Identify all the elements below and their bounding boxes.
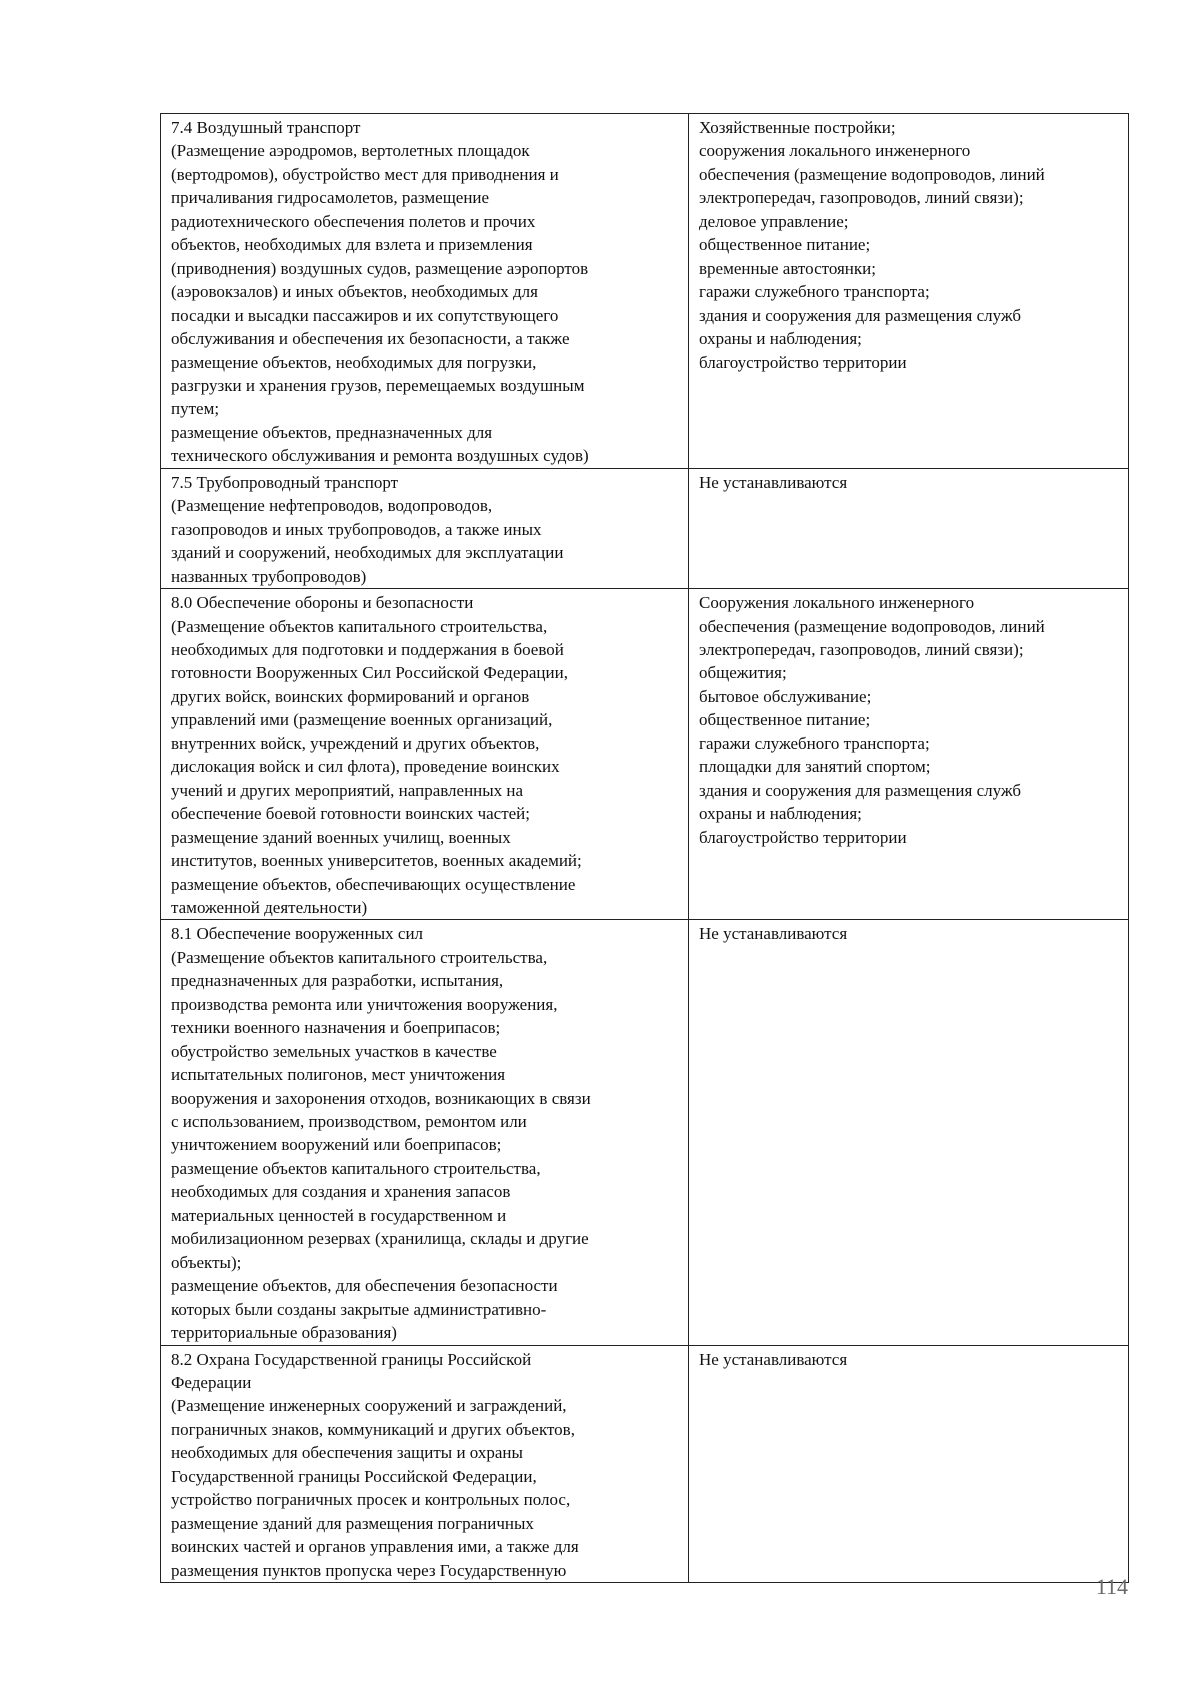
auxiliary-use-text-line: общественное питание; <box>699 710 871 730</box>
land-use-type-text-line: вооружения и захоронения отходов, возникающих в связи <box>171 1088 591 1108</box>
land-use-type-text-line: посадки и высадки пассажиров и их сопутствующего <box>171 305 559 325</box>
land-use-type-text-line: внутренних войск, учреждений и других объектов, <box>171 733 540 753</box>
table-row <box>161 114 1129 469</box>
auxiliary-use-text-line: электропередач, газопроводов, линий связи); <box>699 639 1024 659</box>
table-row <box>161 468 1129 588</box>
land-use-type-text-line: размещение объектов, предназначенных для <box>171 422 493 442</box>
auxiliary-use-text-line: благоустройство территории <box>699 827 907 847</box>
auxiliary-use-cell <box>689 920 1129 1345</box>
land-use-type-text-line: которых были созданы закрытые административно- <box>171 1299 547 1319</box>
land-use-type-text-line: с использованием, производством, ремонтом или <box>171 1112 527 1132</box>
auxiliary-use-text-line: здания и сооружения для размещения служб <box>699 780 1022 800</box>
page-number: 114 <box>1095 1574 1128 1599</box>
auxiliary-use-text-line: площадки для занятий спортом; <box>699 757 931 777</box>
land-use-type-text-line: объектов, необходимых для взлета и приземления <box>171 235 533 255</box>
land-use-type-text-line: (Размещение нефтепроводов, водопроводов, <box>171 496 493 516</box>
land-use-type-text-line: (Размещение инженерных сооружений и заграждений, <box>171 1396 567 1416</box>
table-row <box>161 589 1129 920</box>
auxiliary-use-text-line: Хозяйственные постройки; <box>699 118 896 137</box>
land-use-type-text-line: производства ремонта или уничтожения вооружения, <box>171 994 558 1014</box>
land-use-type-cell <box>161 468 689 588</box>
land-use-type-text-line: территориальные образования) <box>171 1323 397 1343</box>
auxiliary-use-cell <box>689 468 1129 588</box>
auxiliary-use-text-line: Сооружения локального инженерного <box>699 593 975 613</box>
land-use-type-text-line: таможенной деятельности) <box>171 897 368 917</box>
land-use-type-text-line: дислокация войск и сил флота), проведение воинских <box>171 757 560 777</box>
land-use-type-cell <box>161 114 689 469</box>
land-use-type-text-line: обслуживания и обеспечения их безопасности, а также <box>171 329 570 349</box>
land-use-type-text-line: размещение зданий для размещения пограничных <box>171 1513 534 1533</box>
land-use-type-cell <box>161 589 689 920</box>
auxiliary-use-cell <box>689 1345 1129 1583</box>
land-use-type-text-line: (аэровокзалов) и иных объектов, необходимых для <box>171 282 538 302</box>
land-use-type-cell <box>161 920 689 1345</box>
land-use-type-text-line: обустройство земельных участков в качестве <box>171 1041 497 1061</box>
land-use-type-text-line: (вертодромов), обустройство мест для приводнения и <box>171 164 559 184</box>
land-use-type-text-line: уничтожением вооружений или боеприпасов; <box>171 1135 502 1155</box>
land-use-type-text-line: 8.2 Охрана Государственной границы Российской <box>171 1349 532 1369</box>
land-use-type-text-line: размещение объектов капитального строительства, <box>171 1158 541 1178</box>
table-row <box>161 1345 1129 1583</box>
land-use-type-text-line: обеспечение боевой готовности воинских частей; <box>171 804 531 824</box>
land-use-type-text-line: (Размещение аэродромов, вертолетных площадок <box>171 141 530 161</box>
auxiliary-use-text-line: гаражи служебного транспорта; <box>699 282 930 302</box>
auxiliary-use-text-line: деловое управление; <box>699 211 849 231</box>
land-use-type-text-line: материальных ценностей в государственном и <box>171 1205 507 1225</box>
land-use-type-text-line: причаливания гидросамолетов, размещение <box>171 188 490 208</box>
land-use-type-text-line: объекты); <box>171 1252 242 1272</box>
land-use-type-cell <box>161 1345 689 1583</box>
land-use-type-text-line: 7.5 Трубопроводный транспорт <box>171 472 399 492</box>
land-use-type-text-line: размещение зданий военных училищ, военных <box>171 827 511 847</box>
land-use-type-text-line: устройство пограничных просек и контрольных полос, <box>171 1490 571 1510</box>
auxiliary-use-text-line: обеспечения (размещение водопроводов, линий <box>699 616 1045 636</box>
land-use-type-text-line: 8.0 Обеспечение обороны и безопасности <box>171 593 474 613</box>
auxiliary-use-text-line: гаражи служебного транспорта; <box>699 733 930 753</box>
land-use-type-text-line: разгрузки и хранения грузов, перемещаемых воздушным <box>171 375 585 395</box>
land-use-type-text-line: размещение объектов, обеспечивающих осуществление <box>171 874 576 894</box>
auxiliary-use-text-line: сооружения локального инженерного <box>699 141 971 161</box>
auxiliary-use-text-line: охраны и наблюдения; <box>699 329 862 349</box>
land-use-type-text-line: размещение объектов, необходимых для погрузки, <box>171 352 537 372</box>
auxiliary-use-text-line: охраны и наблюдения; <box>699 804 862 824</box>
land-use-type-text-line: готовности Вооруженных Сил Российской Федерации, <box>171 663 568 683</box>
land-use-type-text-line: воинских частей и органов управления ими, а также для <box>171 1537 579 1557</box>
land-use-type-text-line: размещение объектов, для обеспечения безопасности <box>171 1276 558 1296</box>
land-use-type-text-line: институтов, военных университетов, военных академий; <box>171 851 582 871</box>
auxiliary-use-text-line: Не устанавливаются <box>699 1349 848 1369</box>
land-use-type-text-line: (Размещение объектов капитального строительства, <box>171 947 548 967</box>
land-use-type-text-line: путем; <box>171 399 220 419</box>
auxiliary-use-text-line: здания и сооружения для размещения служб <box>699 305 1022 325</box>
land-use-type-text-line: других войск, воинских формирований и органов <box>171 686 530 706</box>
land-use-type-text-line: (приводнения) воздушных судов, размещение аэропортов <box>171 258 589 278</box>
land-use-type-text-line: радиотехнического обеспечения полетов и прочих <box>171 211 536 231</box>
auxiliary-use-text-line: общественное питание; <box>699 235 871 255</box>
land-use-type-text-line: необходимых для создания и хранения запасов <box>171 1182 511 1202</box>
land-use-type-text-line: газопроводов и иных трубопроводов, а также иных <box>171 519 542 539</box>
land-use-type-text-line: учений и других мероприятий, направленных на <box>171 780 524 800</box>
land-use-type-text-line: необходимых для подготовки и поддержания в боевой <box>171 639 564 659</box>
land-use-type-text-line: управлений ими (размещение военных организаций, <box>171 710 553 730</box>
land-use-type-text-line: 8.1 Обеспечение вооруженных сил <box>171 924 424 944</box>
auxiliary-use-cell <box>689 114 1129 469</box>
auxiliary-use-text-line: электропередач, газопроводов, линий связи); <box>699 188 1024 208</box>
land-use-type-text-line: (Размещение объектов капитального строительства, <box>171 616 548 636</box>
land-use-type-text-line: 7.4 Воздушный транспорт <box>171 118 361 137</box>
land-use-type-text-line: Федерации <box>171 1373 252 1393</box>
auxiliary-use-text-line: Не устанавливаются <box>699 472 848 492</box>
land-use-type-text-line: необходимых для обеспечения защиты и охраны <box>171 1443 523 1463</box>
land-use-type-text-line: предназначенных для разработки, испытания, <box>171 971 504 991</box>
auxiliary-use-text-line: Не устанавливаются <box>699 924 848 944</box>
land-use-type-text-line: размещения пунктов пропуска через Государственную <box>171 1560 567 1580</box>
auxiliary-use-text-line: обеспечения (размещение водопроводов, линий <box>699 164 1045 184</box>
land-use-type-text-line: техники военного назначения и боеприпасов; <box>171 1018 501 1038</box>
auxiliary-use-text-line: благоустройство территории <box>699 352 907 372</box>
land-use-type-text-line: Государственной границы Российской Федерации, <box>171 1466 537 1486</box>
land-use-type-text-line: испытательных полигонов, мест уничтожения <box>171 1065 506 1085</box>
table-row <box>161 920 1129 1345</box>
auxiliary-use-text-line: бытовое обслуживание; <box>699 686 872 706</box>
land-use-table <box>160 113 1129 1583</box>
land-use-type-text-line: пограничных знаков, коммуникаций и других объектов, <box>171 1419 575 1439</box>
land-use-table-body <box>161 114 1129 1583</box>
auxiliary-use-text-line: временные автостоянки; <box>699 258 876 278</box>
auxiliary-use-cell <box>689 589 1129 920</box>
auxiliary-use-text-line: общежития; <box>699 663 787 683</box>
land-use-type-text-line: технического обслуживания и ремонта воздушных судов) <box>171 446 589 466</box>
land-use-type-text-line: зданий и сооружений, необходимых для эксплуатации <box>171 543 564 563</box>
land-use-type-text-line: мобилизационном резервах (хранилища, склады и другие <box>171 1229 589 1249</box>
land-use-type-text-line: названных трубопроводов) <box>171 566 367 586</box>
